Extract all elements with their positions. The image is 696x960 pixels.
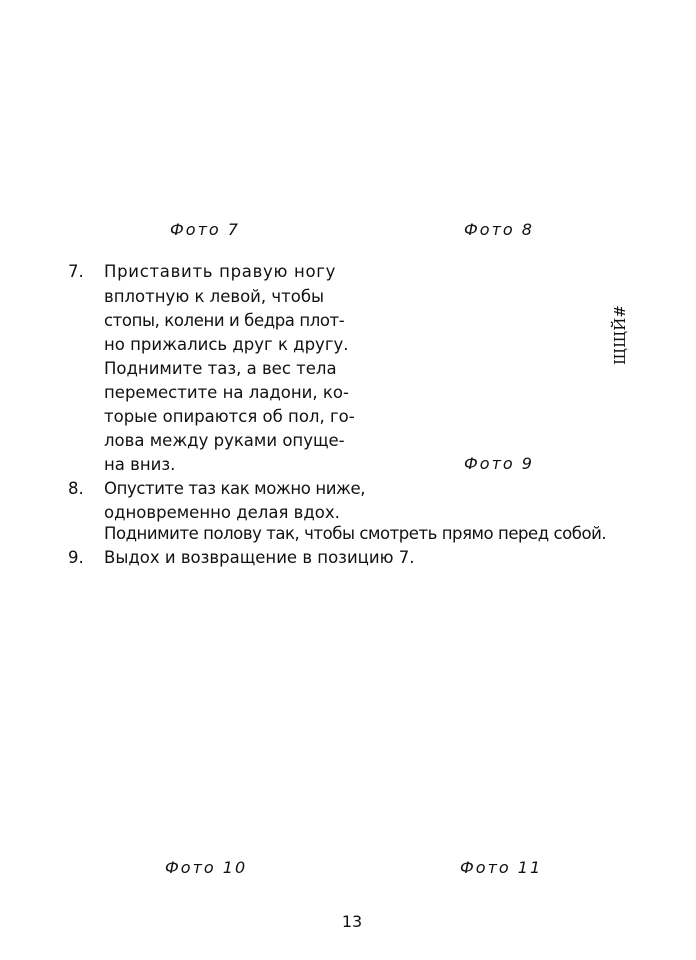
- step-8-line: Опустите таз как можно ниже,: [104, 479, 366, 498]
- step-7-line: Поднимите таз, а вес тела: [104, 359, 337, 378]
- step-7-line: но прижались друг к другу.: [104, 335, 349, 354]
- caption-photo-9: Фото 9: [464, 454, 534, 473]
- caption-photo-11: Фото 11: [460, 858, 543, 877]
- caption-photo-7: Фото 7: [170, 220, 240, 239]
- step-7-line: торые опираются об пол, го-: [104, 407, 355, 426]
- step-7-line: стопы, колени и бедра плот-: [104, 311, 345, 330]
- step-7-line: Приставить правую ногу: [104, 262, 337, 281]
- step-7-line: переместите на ладони, ко-: [104, 383, 349, 402]
- caption-photo-10: Фото 10: [165, 858, 248, 877]
- step-8-line: Поднимите полову так, чтобы смотреть прямо перед собой.: [104, 524, 607, 543]
- step-7-line: лова между руками опуще-: [104, 431, 345, 450]
- caption-photo-8: Фото 8: [464, 220, 534, 239]
- page-number: 13: [341, 912, 363, 931]
- step-8-line: одновременно делая вдох.: [104, 503, 340, 522]
- step-8-number: 8.: [68, 479, 84, 498]
- side-code: ЩЩЙ#: [611, 305, 629, 365]
- step-9-number: 9.: [68, 548, 84, 567]
- step-7-number: 7.: [68, 262, 84, 281]
- step-7-line: вплотную к левой, чтобы: [104, 287, 325, 306]
- step-9-line: Выдох и возвращение в позицию 7.: [104, 548, 415, 567]
- step-7-line: на вниз.: [104, 455, 176, 474]
